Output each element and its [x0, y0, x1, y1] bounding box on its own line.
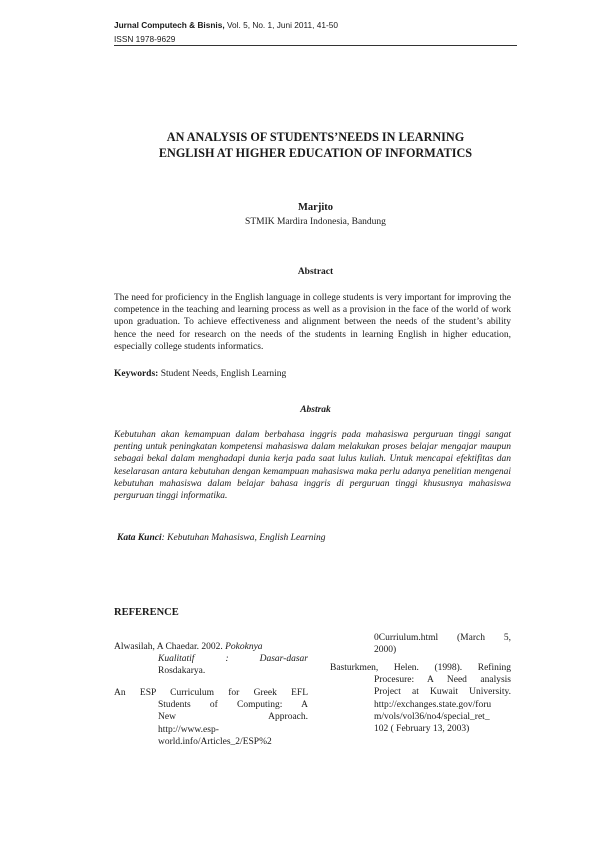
issn: ISSN 1978-9629: [114, 34, 176, 44]
ref-text: Pokoknya: [225, 642, 263, 652]
ref-text: An ESP Curriculum for Greek EFL: [114, 688, 308, 698]
ref-url: http://exchanges.state.gov/foru: [374, 699, 492, 710]
reference-esp-curriculum-cont: [374, 632, 511, 656]
keywords: [114, 369, 514, 379]
abstract-text: The need for proficiency in the English language in college students is very important for improving the competence in the teaching and learning process as well as a provision in the face of the world of work upon graduation. To achieve effectiveness and alignment between the needs of the student’s ability hence the need for research on the needs of the students in learning English in higher education, especially college students informatics.: [114, 293, 511, 352]
paper-title: [114, 129, 517, 161]
title-line-1: AN ANALYSIS OF STUDENTS’NEEDS IN LEARNING: [166, 130, 465, 144]
ref-text: Students of Computing: A: [158, 700, 308, 711]
kata-kunci: [117, 533, 517, 543]
ref-text: Rosdakarya.: [158, 666, 206, 677]
reference-basturkmen: [330, 662, 511, 735]
keywords-text: Student Needs, English Learning: [158, 369, 287, 379]
ref-url: m/vols/vol36/no4/special_ret_: [374, 711, 490, 722]
kata-kunci-label: Kata Kunci: [117, 533, 162, 543]
ref-text: Procesure: A Need analysis: [374, 675, 511, 686]
ref-text: Project at Kuwait University.: [374, 687, 511, 698]
ref-text: Alwasilah, A Chaedar. 2002.: [114, 642, 226, 652]
journal-name: Jurnal Computech & Bisnis,: [114, 20, 225, 30]
abstrak-heading: Abstrak: [300, 405, 331, 415]
header-rule: [114, 45, 517, 46]
ref-url: 0Curriulum.html (March 5,: [374, 633, 511, 643]
ref-text: 102 ( February 13, 2003): [374, 724, 470, 735]
ref-text: New Approach.: [158, 712, 308, 723]
ref-url: http://www.esp-: [158, 724, 219, 735]
journal-issue: Vol. 5, No. 1, Juni 2011, 41-50: [224, 20, 338, 30]
title-line-2: ENGLISH AT HIGHER EDUCATION OF INFORMATICS: [158, 146, 473, 160]
ref-text: Basturkmen, Helen. (1998). Refining: [330, 663, 511, 673]
ref-url: world.info/Articles_2/ESP%2: [158, 736, 272, 747]
ref-text: Kualitatif : Dasar-dasar: [158, 654, 308, 665]
ref-text: 2000): [374, 645, 397, 656]
kata-kunci-text: : Kebutuhan Mahasiswa, English Learning: [161, 533, 326, 543]
abstract-heading: Abstract: [297, 267, 334, 277]
journal-header: [114, 18, 517, 46]
reference-alwasilah: [114, 641, 308, 678]
reference-heading: REFERENCE: [114, 607, 179, 618]
keywords-label: Keywords:: [114, 369, 159, 379]
author-affiliation: STMIK Mardira Indonesia, Bandung: [245, 217, 386, 227]
reference-esp-curriculum: [114, 687, 308, 748]
author-name: Marjito: [298, 202, 333, 213]
abstrak-text: Kebutuhan akan kemampuan dalam berbahasa inggris pada mahasiswa perguruan tinggi sangat penting untuk peningkatan kompetensi mahasiswa dalam melakukan proses belajar mengajar maupun sebagai bekal dalam menghadapi dunia kerja pada saat lulus kuliah. Untuk mencapai efektifitas dan keselarasan antara kebutuhan dengan kemampuan mahasiswa maka perlu adanya penelitian mengenai kebutuhan mahasiswa dalam belajar bahasa inggris di perguruan tinggi khususnya mahasiswa perguruan tinggi informatika.: [114, 430, 511, 502]
